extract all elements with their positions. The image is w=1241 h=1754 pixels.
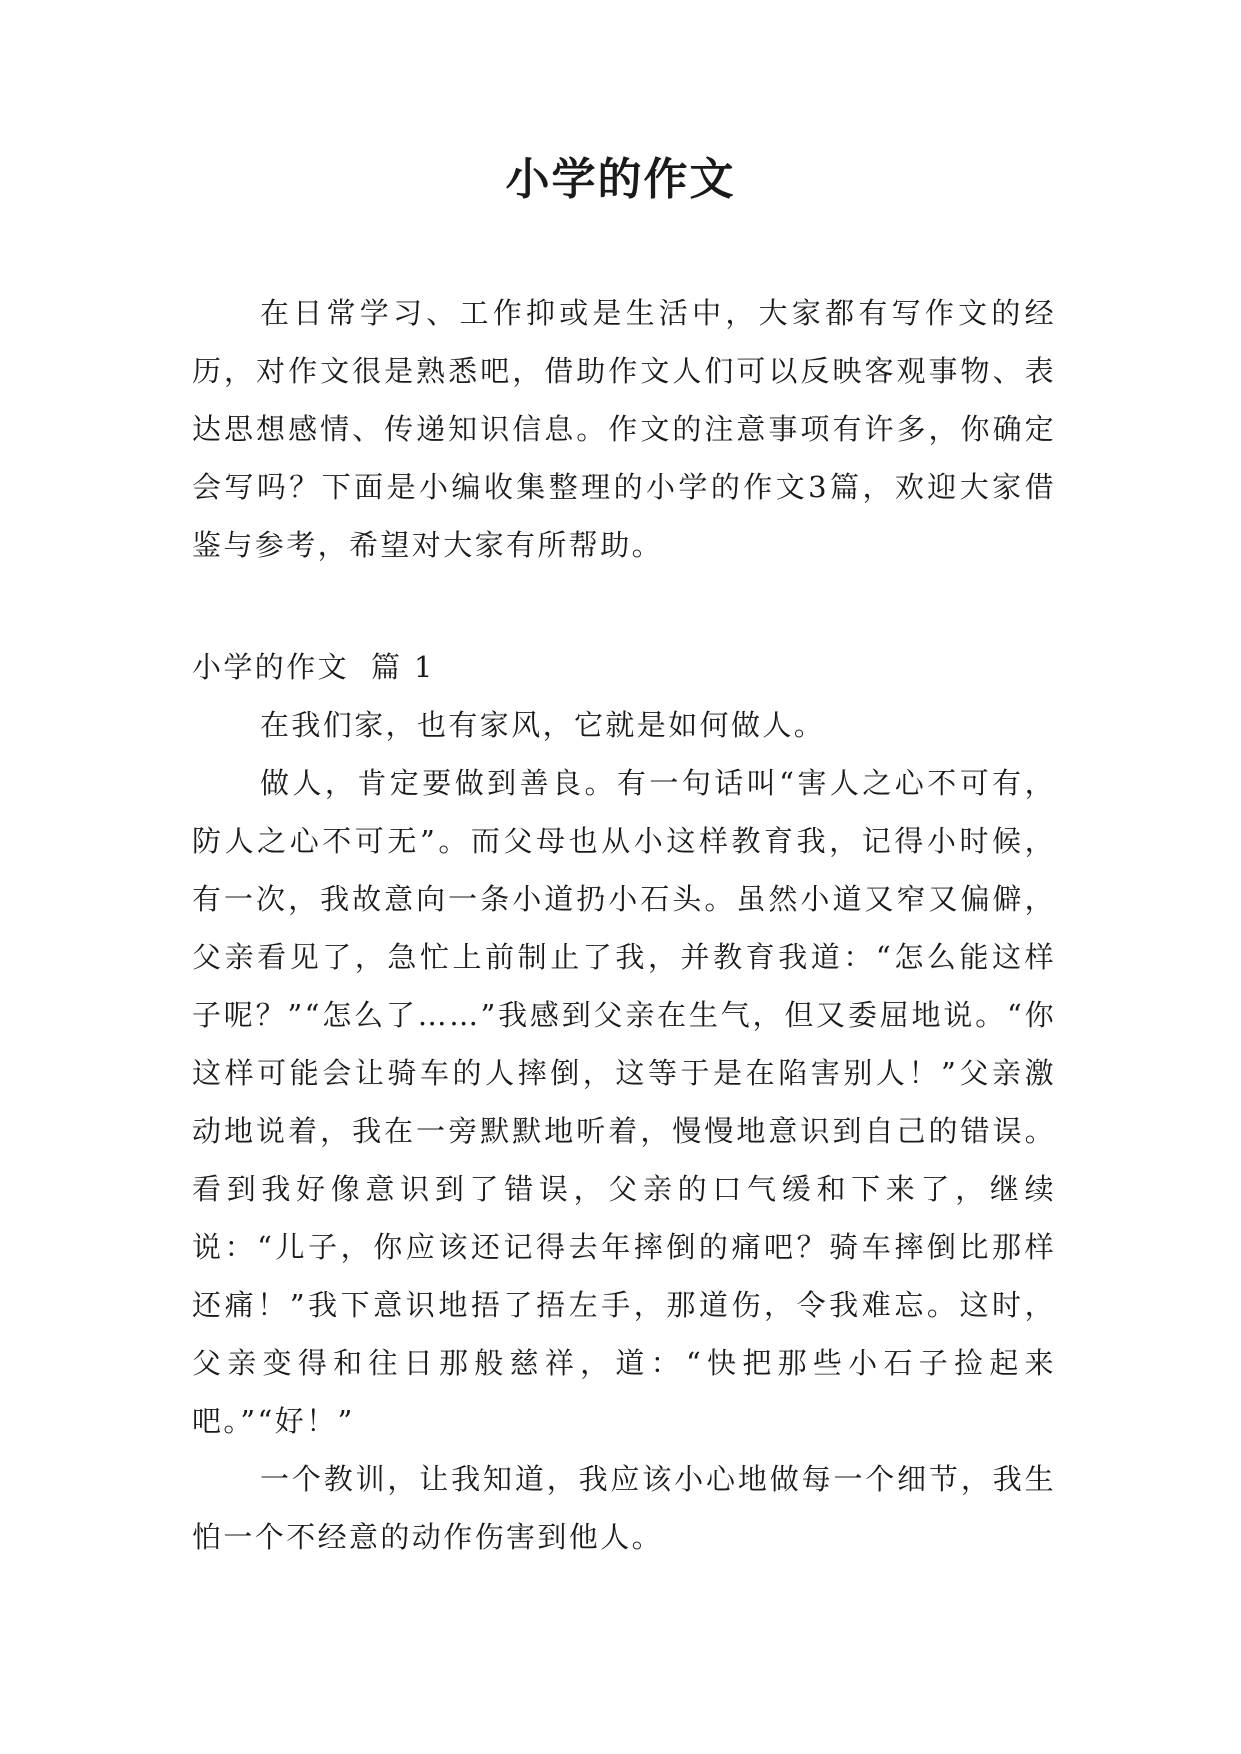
section-heading-number: 篇 1: [371, 650, 435, 684]
essay-paragraph: 一个教训，让我知道，我应该小心地做每一个细节，我生怕一个不经意的动作伤害到他人。: [192, 1462, 1056, 1554]
essay-section: [192, 638, 1056, 1566]
intro-paragraph: 在日常学习、工作抑或是生活中，大家都有写作文的经历，对作文很是熟悉吧，借助作文人们可以反映客观事物、表达思想感情、传递知识信息。作文的注意事项有许多，你确定会写吗？下面是小编收集整理的小学的作文3篇，欢迎大家借鉴与参考，希望对大家有所帮助。: [192, 296, 1056, 562]
section-heading: [192, 638, 1056, 696]
section-heading-title: 小学的作文: [192, 650, 350, 684]
intro-block: [192, 284, 1056, 574]
document-title: 小学的作文: [505, 154, 736, 205]
essay-paragraph: 在我们家，也有家风，它就是如何做人。: [260, 708, 826, 742]
essay-paragraph: 做人，肯定要做到善良。有一句话叫“害人之心不可有，防人之心不可无”。而父母也从小这样教育我，记得小时候，有一次，我故意向一条小道扔小石头。虽然小道又窄又偏僻，父亲看见了，急忙上前制止了我，并教育我道：“怎么能这样子呢？”“怎么了……”我感到父亲在生气，但又委屈地说。“你这样可能会让骑车的人摔倒，这等于是在陷害别人！”父亲激动地说着，我在一旁默默地听着，慢慢地意识到自己的错误。看到我好像意识到了错误，父亲的口气缓和下来了，继续说：“儿子，你应该还记得去年摔倒的痛吧？骑车摔倒比那样还痛！”我下意识地捂了捂左手，那道伤，令我难忘。这时，父亲变得和往日那般慈祥，道：“快把那些小石子捡起来吧。”“好！”: [192, 766, 1056, 1438]
